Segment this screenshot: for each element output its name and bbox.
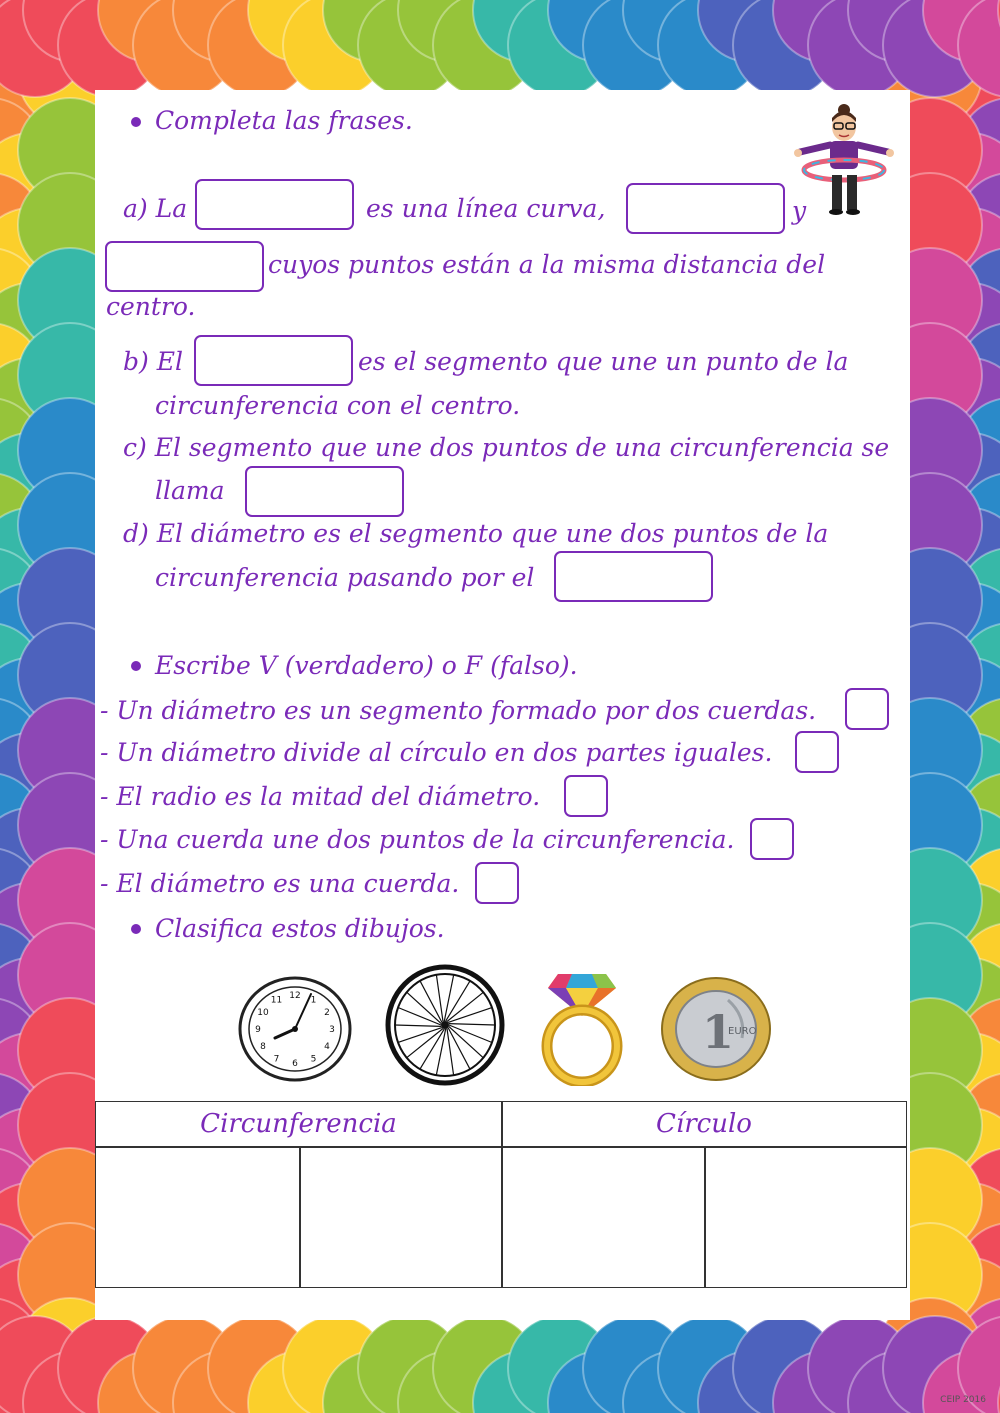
- bullet: [131, 661, 141, 671]
- sentence-a-line3: centro.: [106, 292, 196, 321]
- clock-number: 12: [289, 991, 301, 1001]
- avatar-hula-hoop-icon: [790, 100, 900, 220]
- euro-coin-icon[interactable]: [660, 976, 772, 1082]
- drop-zone-circulo-2[interactable]: [706, 1146, 906, 1288]
- clock-number: 9: [255, 1025, 261, 1035]
- clock-number: 1: [310, 995, 317, 1006]
- answer-a1-input[interactable]: [195, 179, 354, 230]
- section2-heading: Escribe V (verdadero) o F (falso).: [155, 651, 578, 680]
- clock-number: 2: [324, 1008, 330, 1018]
- sentence-d-line1: d) El diámetro es el segmento que une dos puntos de la: [123, 519, 829, 548]
- statement-2: - Un diámetro divide al círculo en dos partes iguales.: [100, 738, 773, 767]
- sentence-a-prefix: a) La: [123, 194, 188, 223]
- clock-number: 3: [329, 1025, 335, 1035]
- copyright-text: CEIP 2016: [940, 1395, 986, 1405]
- classification-table: [95, 1101, 907, 1288]
- sentence-c-line1: c) El segmento que une dos puntos de una circunferencia se: [123, 433, 890, 462]
- clock-number: 6: [292, 1059, 298, 1069]
- true-false-input-4[interactable]: [750, 818, 794, 860]
- drop-zone-circunferencia-1[interactable]: [96, 1146, 299, 1288]
- answer-c-input[interactable]: [245, 466, 404, 517]
- sentence-a-y: y: [792, 196, 807, 225]
- bullet: [131, 924, 141, 934]
- true-false-input-1[interactable]: [845, 688, 889, 730]
- answer-b-input[interactable]: [194, 335, 353, 386]
- table-header-circunferencia: Circunferencia: [200, 1109, 397, 1139]
- clock-number: 10: [257, 1008, 269, 1018]
- sentence-a-line2: cuyos puntos están a la misma distancia del: [268, 250, 826, 279]
- clock-number: 7: [273, 1054, 280, 1065]
- drop-zone-circunferencia-2[interactable]: [301, 1146, 501, 1288]
- sentence-b-prefix: b) El: [123, 347, 183, 376]
- section3-heading: Clasifica estos dibujos.: [155, 914, 445, 943]
- bullet: [131, 117, 141, 127]
- clock-number: 8: [260, 1042, 266, 1052]
- clock-number: 11: [270, 995, 283, 1006]
- sentence-c-line2: llama: [155, 476, 225, 505]
- true-false-input-5[interactable]: [475, 862, 519, 904]
- table-header-circulo: Círculo: [656, 1109, 752, 1139]
- sentence-b-line2: circunferencia con el centro.: [155, 391, 521, 420]
- answer-d-input[interactable]: [554, 551, 713, 602]
- sentence-d-line2: circunferencia pasando por el: [155, 563, 535, 592]
- section1-heading: Completa las frases.: [155, 106, 413, 135]
- sentence-b-mid: es el segmento que une un punto de la: [358, 347, 849, 376]
- coin-label: EURO: [728, 1026, 757, 1037]
- statement-3: - El radio es la mitad del diámetro.: [100, 782, 541, 811]
- clock-icon[interactable]: [237, 976, 353, 1082]
- ring-icon[interactable]: [538, 966, 626, 1086]
- answer-a3-input[interactable]: [105, 241, 264, 292]
- clock-number: 5: [310, 1054, 317, 1065]
- bicycle-wheel-icon[interactable]: [385, 964, 505, 1086]
- true-false-input-3[interactable]: [564, 775, 608, 817]
- answer-a2-input[interactable]: [626, 183, 785, 234]
- sentence-a-mid: es una línea curva,: [366, 194, 606, 223]
- drop-zone-circulo-1[interactable]: [503, 1146, 704, 1288]
- coin-numeral: 1: [702, 1005, 735, 1059]
- statement-1: - Un diámetro es un segmento formado por dos cuerdas.: [100, 696, 817, 725]
- clock-number: 4: [324, 1042, 330, 1052]
- true-false-input-2[interactable]: [795, 731, 839, 773]
- statement-5: - El diámetro es una cuerda.: [100, 869, 460, 898]
- statement-4: - Una cuerda une dos puntos de la circunferencia.: [100, 825, 735, 854]
